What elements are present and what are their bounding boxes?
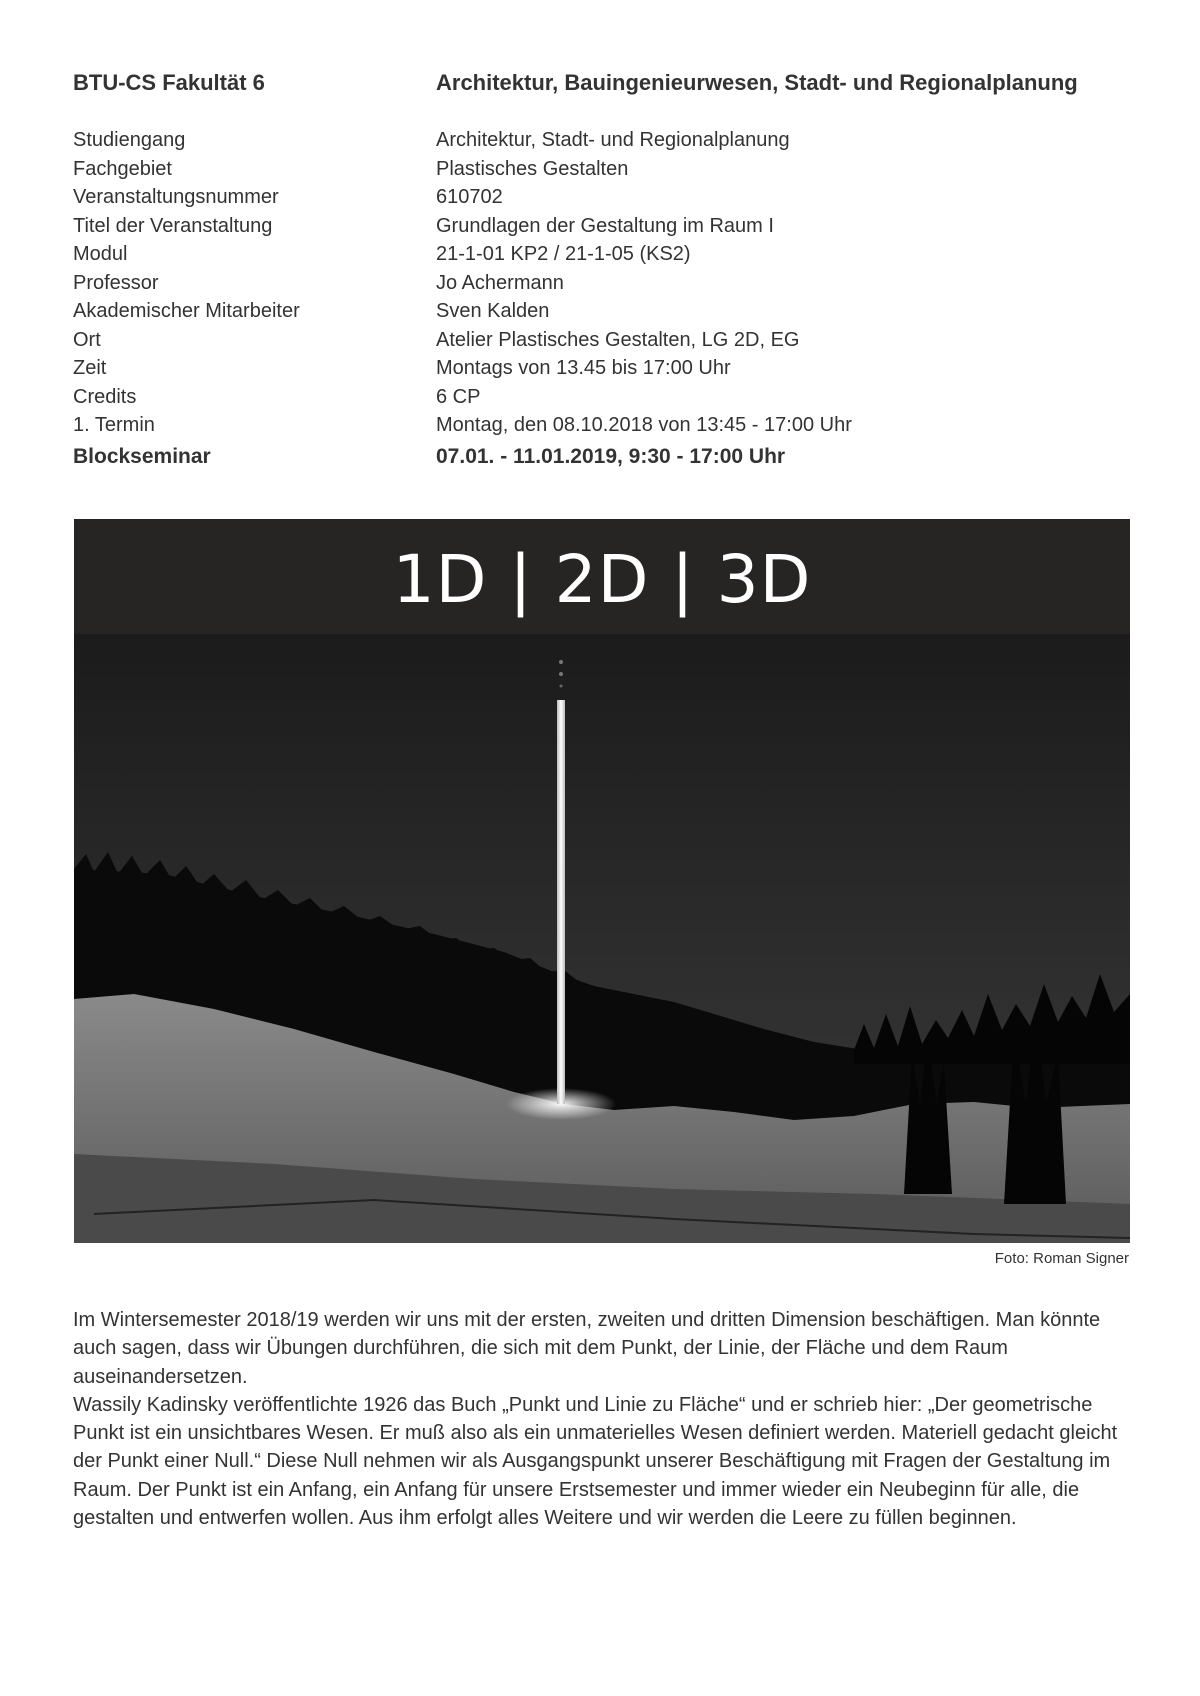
info-row-termin bbox=[73, 411, 1133, 440]
info-label: 1. Termin bbox=[73, 414, 155, 436]
department-heading: Architektur, Bauingenieurwesen, Stadt- und Regionalplanung bbox=[436, 70, 1078, 95]
info-value: Grundlagen der Gestaltung im Raum I bbox=[436, 214, 774, 237]
info-row-blockseminar bbox=[73, 443, 1133, 472]
info-value: Atelier Plastisches Gestalten, LG 2D, EG bbox=[436, 328, 800, 351]
info-label: Zeit bbox=[73, 357, 107, 379]
info-label: Credits bbox=[73, 385, 137, 408]
info-label: Fachgebiet bbox=[73, 157, 172, 180]
info-row-mitarbeiter bbox=[73, 297, 1133, 326]
info-value: 610702 bbox=[436, 186, 503, 208]
faculty-heading: BTU-CS Fakultät 6 bbox=[73, 70, 265, 95]
info-value: Sven Kalden bbox=[436, 300, 550, 322]
info-label: Akademischer Mitarbeiter bbox=[73, 300, 300, 322]
info-label: Titel der Veranstaltung bbox=[73, 214, 273, 237]
info-row-studiengang bbox=[73, 126, 1133, 155]
title-band bbox=[74, 519, 1130, 634]
info-value: Architektur, Stadt- und Regionalplanung bbox=[436, 129, 790, 151]
info-label: Ort bbox=[73, 328, 101, 351]
body-text bbox=[73, 1306, 1133, 1532]
info-value: Plastisches Gestalten bbox=[436, 157, 629, 180]
info-value: Montags von 13.45 bis 17:00 Uhr bbox=[436, 357, 731, 379]
info-row-ort bbox=[73, 326, 1133, 355]
photo-credit: Foto: Roman Signer bbox=[994, 1250, 1129, 1267]
block-label: Blockseminar bbox=[73, 444, 211, 468]
block-value: 07.01. - 11.01.2019, 9:30 - 17:00 Uhr bbox=[436, 444, 786, 468]
info-label: Veranstaltungsnummer bbox=[73, 186, 279, 208]
body-paragraph: Im Wintersemester 2018/19 werden wir uns mit der ersten, zweiten und dritten Dimension beschäftigen. Man könnte auch sagen, dass wir Übungen durchführen, die sich mit dem Punkt, der Linie, der Fläche und dem Raum auseinandersetzen. bbox=[73, 1309, 1101, 1388]
night-landscape-photo bbox=[74, 634, 1130, 1243]
figure-title: 1D | 2D | 3D bbox=[392, 541, 812, 618]
cover-figure bbox=[74, 519, 1130, 1243]
info-value: 21-1-01 KP2 / 21-1-05 (KS2) bbox=[436, 243, 691, 265]
info-value: Montag, den 08.10.2018 von 13:45 - 17:00 Uhr bbox=[436, 414, 852, 436]
info-value: 6 CP bbox=[436, 385, 481, 408]
info-row-professor bbox=[73, 269, 1133, 298]
info-label: Studiengang bbox=[73, 129, 186, 151]
body-paragraph: Wassily Kadinsky veröffentlichte 1926 das Buch „Punkt und Linie zu Fläche“ und er schrieb hier: „Der geometrische Punkt ist ein unsichtbares Wesen. Er muß also als ein unmaterielles Wesen definiert werden. Materiell gedacht gleicht der Punkt einer Null.“ Diese Null nehmen wir als Ausgangspunkt unserer Beschäftigung mit Fragen der Gestaltung im Raum. Der Punkt ist ein Anfang, ein Anfang für unsere Erstsemester und immer wieder ein Neubeginn für alle, die gestalten und entwerfen wollen. Aus ihm erfolgt alles Weitere und wir werden die Leere zu füllen beginnen. bbox=[73, 1393, 1118, 1530]
info-row-titel bbox=[73, 212, 1133, 241]
course-info-table bbox=[73, 126, 1133, 471]
info-row-modul bbox=[73, 240, 1133, 269]
info-label: Modul bbox=[73, 243, 128, 265]
info-value: Jo Achermann bbox=[436, 271, 564, 294]
info-row-zeit bbox=[73, 354, 1133, 383]
info-row-fachgebiet bbox=[73, 155, 1133, 184]
info-row-veranstaltungsnummer bbox=[73, 183, 1133, 212]
info-label: Professor bbox=[73, 271, 159, 294]
info-row-credits bbox=[73, 383, 1133, 412]
